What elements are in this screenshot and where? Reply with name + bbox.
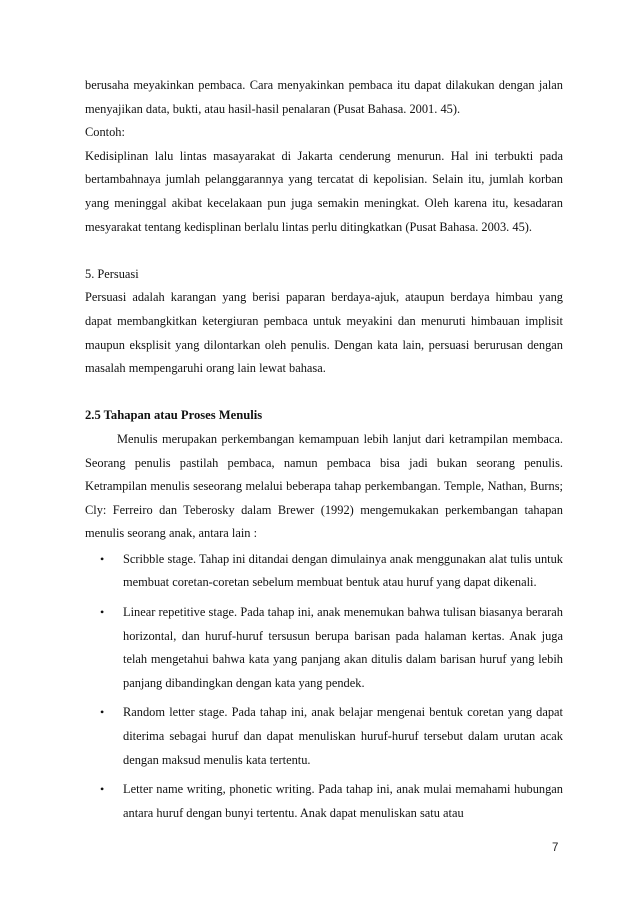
list-item	[85, 548, 563, 595]
paragraph-argumentasi-ending: berusaha meyakinkan pembaca. Cara menyakinkan pembaca itu dapat dilakukan dengan jalan menyajikan data, bukti, atau hasil-hasil penalaran (Pusat Bahasa. 2001. 45).	[85, 78, 563, 116]
list-item-text: Letter name writing, phonetic writing. Pada tahap ini, anak mulai memahami hubungan antara huruf dengan bunyi tertentu. Anak dapat menuliskan satu atau	[123, 782, 563, 820]
section-title-persuasi: 5. Persuasi	[85, 266, 139, 281]
list-item	[85, 701, 563, 772]
page-number: 7	[552, 842, 559, 854]
list-item-text: Random letter stage. Pada tahap ini, anak belajar mengenai bentuk coretan yang dapat diterima sebagai huruf dan dapat menuliskan huruf-huruf tersebut dalam urutan acak dengan maksud menulis kata tertentu.	[123, 705, 563, 767]
list-item-text: Scribble stage. Tahap ini ditandai dengan dimulainya anak menggunakan alat tulis untuk membuat coretan-coretan sebelum membuat bentuk atau huruf yang dapat dikenali.	[123, 551, 563, 590]
paragraph-example: Kedisiplinan lalu lintas masayarakat di Jakarta cenderung menurun. Hal ini terbukti pada bertambahnaya jumlah pelanggarannya yang tercatat di kepolisian. Selain itu, jumlah korban yang meninggal akibat kecelakaan pun juga semakin meningkat. Oleh karena itu, kesadaran mesyarakat tentang kedisplinan berlalu lintas perlu ditingkatkan (Pusat Bahasa. 2003. 45).	[85, 148, 563, 234]
bullet-icon: •	[100, 782, 105, 797]
page-content	[85, 74, 563, 831]
paragraph-menulis: Menulis merupakan perkembangan kemampuan lebih lanjut dari ketrampilan membaca. Seorang penulis pastilah pembaca, namun pembaca bisa jadi bukan seorang penulis. Ketrampilan menulis seseorang melalui beberapa tahap perkembangan. Temple, Nathan, Burns; Cly: Ferreiro dan Teberosky dalam Brewer (1992) mengemukakan perkembangan tahapan menulis seorang anak, antara lain :	[85, 431, 563, 541]
bullet-icon: •	[100, 605, 105, 620]
section-heading: 2.5 Tahapan atau Proses Menulis	[85, 408, 263, 423]
bullet-icon: •	[100, 551, 105, 566]
example-label: Contoh:	[85, 125, 125, 140]
list-item	[85, 778, 563, 825]
spacer	[85, 239, 563, 263]
paragraph-persuasi: Persuasi adalah karangan yang berisi paparan berdaya-ajuk, ataupun berdaya himbau yang dapat membangkitkan ketergiuran pembaca untuk meyakini dan menuruti himbauan implisit maupun eksplisit yang dilontarkan oleh penulis. Dengan kata lain, persuasi berurusan dengan masalah mempengaruhi orang lain lewat bahasa.	[85, 290, 563, 376]
list-item	[85, 601, 563, 695]
spacer	[85, 381, 563, 405]
list-item-text: Linear repetitive stage. Pada tahap ini, anak menemukan bahwa tulisan biasanya berarah horizontal, dan huruf-huruf tersusun berupa barisan pada halaman kertas. Anak juga telah mengetahui bahwa kata yang panjang akan ditulis dalam barisan huruf yang lebih panjang dibandingkan dengan kata yang pendek.	[123, 605, 563, 690]
bullet-icon: •	[100, 705, 105, 720]
stage-list	[85, 548, 563, 826]
